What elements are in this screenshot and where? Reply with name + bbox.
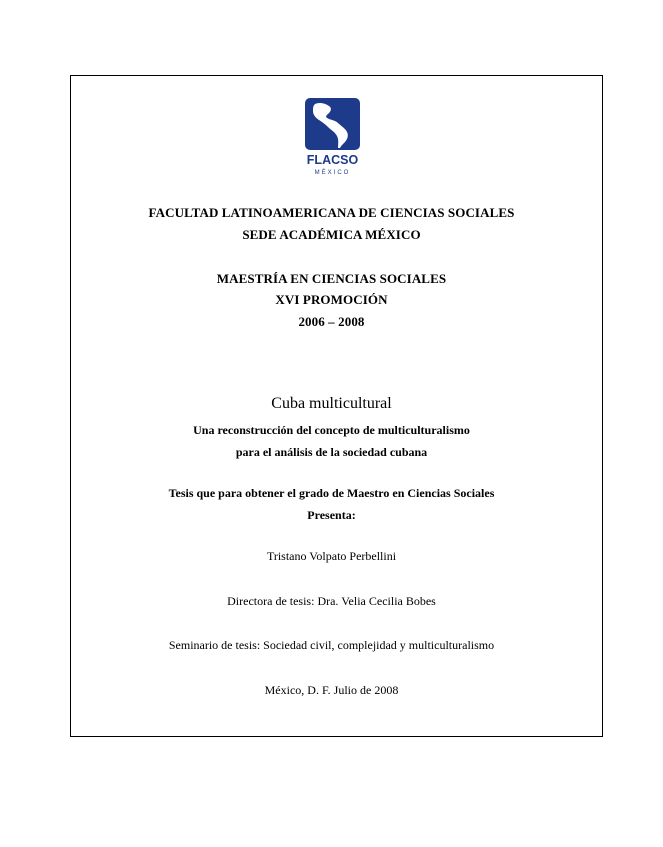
thesis-subtitle-line1: Una reconstrucción del concepto de multiculturalismo xyxy=(193,423,470,437)
presents-label: Presenta: xyxy=(307,508,356,522)
thesis-title: Cuba multicultural xyxy=(271,395,392,412)
institution-name: FACULTAD LATINOAMERICANA DE CIENCIAS SOCIALES xyxy=(148,205,515,220)
logo-subword: MÉXICO xyxy=(314,170,351,176)
program-name: MAESTRÍA EN CIENCIAS SOCIALES xyxy=(216,271,447,286)
program-promotion: XVI PROMOCIÓN xyxy=(275,292,388,307)
institution-campus: SEDE ACADÉMICA MÉXICO xyxy=(242,227,421,242)
thesis-subtitle-line2: para el análisis de la sociedad cubana xyxy=(235,445,428,459)
thesis-director: Directora de tesis: Dra. Velia Cecilia Bobes xyxy=(227,594,436,608)
author-name: Tristano Volpato Perbellini xyxy=(266,549,397,563)
flacso-logo xyxy=(305,98,360,178)
thesis-purpose: Tesis que para obtener el grado de Maestro en Ciencias Sociales xyxy=(168,486,495,500)
logo-wordmark: FLACSO xyxy=(306,153,359,167)
thesis-seminar: Seminario de tesis: Sociedad civil, complejidad y multiculturalismo xyxy=(168,638,495,652)
program-years: 2006 – 2008 xyxy=(298,314,365,329)
place-date: México, D. F. Julio de 2008 xyxy=(264,683,399,697)
